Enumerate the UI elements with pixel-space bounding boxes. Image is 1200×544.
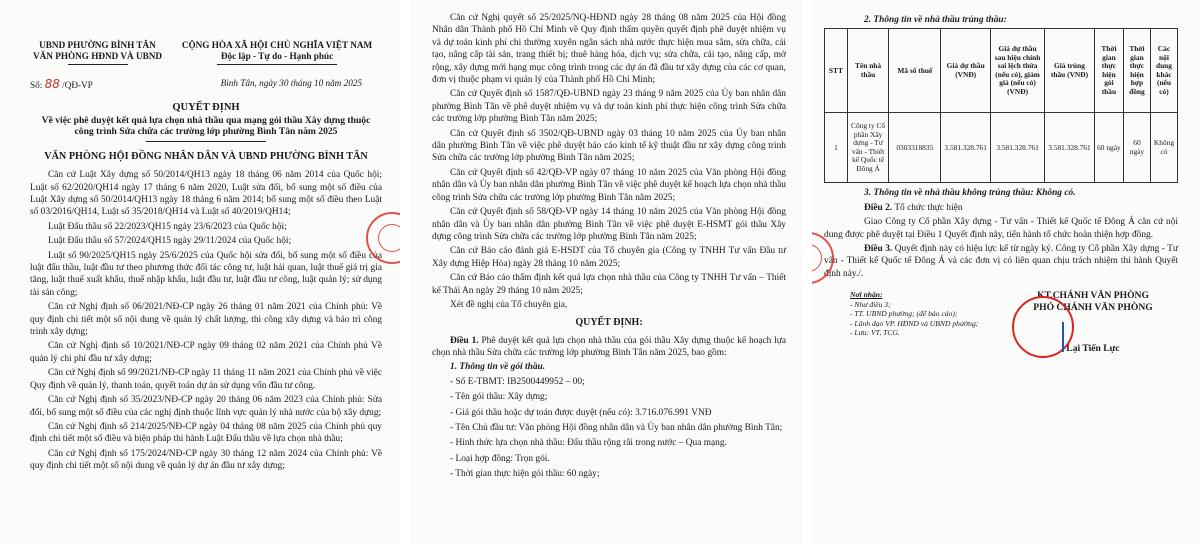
table-header-cell: STT xyxy=(825,29,848,113)
legal-basis-paragraph: Căn cứ Nghị định số 10/2021/NĐ-CP ngày 09 tháng 02 năm 2021 của Chính phủ Về quản lý chi phí đầu tư xây dựng; xyxy=(30,341,382,364)
signature-title-1: KT.CHÁNH VĂN PHÒNG xyxy=(1037,290,1149,302)
recipient-item: - Lưu: VT, TCG. xyxy=(850,328,900,338)
table-header-cell: Giá trúng thầu (VNĐ) xyxy=(1045,29,1095,113)
package-info-item: - Thời gian thực hiện gói thầu: 60 ngày; xyxy=(450,469,600,480)
legal-basis-paragraph: Luật Đấu thầu số 57/2024/QH15 ngày 29/11/2024 của Quốc hội; xyxy=(48,236,292,247)
winning-contractor-heading: 2. Thông tin về nhà thầu trúng thầu: xyxy=(864,15,1007,25)
losing-contractor-heading: 3. Thông tin về nhà thầu không trúng thầu: Không có. xyxy=(864,188,1076,199)
legal-basis-paragraph: Căn cứ Nghị định số 175/2024/NĐ-CP ngày 30 tháng 12 năm 2024 của Chính phủ: Về quy định chi tiết một số nội dung về quản lý dự án đầu tư xây dựng; xyxy=(30,448,382,472)
issuing-agency-block xyxy=(30,40,165,71)
package-info-item: - Tên gói thầu: Xây dựng; xyxy=(450,392,548,403)
table-cell: 0303318835 xyxy=(889,113,941,183)
legal-basis-paragraph: Luật Đấu thầu số 22/2023/QH15 ngày 23/6/2023 của Quốc hội; xyxy=(48,221,287,232)
legal-basis-paragraph: Căn cứ Báo cáo thẩm định kết quả lựa chọn nhà thầu của Công ty TNHH Tư vấn – Thiết kế Thái An ngày 29 tháng 10 năm 2025; xyxy=(432,273,786,296)
article-2-text: Giao Công ty Cổ phần Xây dựng - Tư vấn - Thiết kế Quốc tế Đông Á căn cứ nội dung được phê duyệt tại Điều 1 Quyết định này, tiến hành tổ chức hoàn thiện hợp đồng. xyxy=(824,217,1178,240)
issuing-authority-heading: VĂN PHÒNG HỘI ĐỒNG NHÂN DÂN VÀ UBND PHƯỜNG BÌNH TÂN xyxy=(44,150,368,162)
table-cell: 60 ngày xyxy=(1123,113,1150,183)
article-1-text: Phê duyệt kết quả lựa chọn nhà thầu của gói thầu Xây dựng thuộc kế hoạch lựa chọn nhà thầu Sửa chữa các trường lớp phường Bình Tân năm 2025, bao gồm: xyxy=(432,335,787,358)
subtitle-divider xyxy=(146,141,266,142)
table-cell: 60 ngày xyxy=(1094,113,1123,183)
legal-basis-paragraph: Căn cứ Quyết định số 3502/QĐ-UBND ngày 03 tháng 10 năm 2025 của Ủy ban nhân dân phường Bình Tân về việc phê duyệt báo cáo kinh tế kỹ thuật đầu tư xây dựng công trình Sửa chữa các trường lớp phường Bình Tân năm 2025; xyxy=(432,128,786,164)
recipient-item: - Như điều 3; xyxy=(850,299,891,309)
decision-subtitle-line-2: công trình Sửa chữa các trường lớp phường Bình Tân năm 2025 xyxy=(74,126,338,138)
legal-basis-paragraph: Căn cứ Nghị định số 214/2025/NĐ-CP ngày 04 tháng 08 năm 2025 của Chính phủ quy định chi tiết một số điều và biện pháp thi hành Luật Đấu thầu về lựa chọn nhà thầu; xyxy=(30,421,382,445)
table-header-cell: Mã số thuế xyxy=(889,29,941,113)
table-header-row xyxy=(825,29,1178,113)
place-and-date: Bình Tân, ngày 30 tháng 10 năm 2025 xyxy=(220,78,362,89)
recipients-heading: Nơi nhận: xyxy=(850,290,883,300)
legal-basis-paragraph: Căn cứ Nghị quyết số 25/2025/NQ-HĐND ngày 28 tháng 08 năm 2025 của Hội đồng Nhân dân Thành phố Hồ Chí Minh về Quy định thẩm quyền quyết định phê duyệt nhiệm vụ và dự toán kinh phí chi thường xuyên ngân sách nhà nước thực hiện mua sắm, sửa chữa, cải tạo, nâng cấp tài sản, trang thiết bị; thuê hàng hóa, dịch vụ; sửa chữa, cải tạo, nâng cấp, mở rộng, xây dựng mới hạng mục công trình trong các dự án đã đầu tư xây dựng của các cơ quan, đơn vị thuộc phạm vi quản lý của Thành phố Hồ Chí Minh; xyxy=(432,13,786,86)
package-info-item: - Số E-TBMT: IB2500449952 – 00; xyxy=(450,376,585,387)
package-info-list xyxy=(432,376,786,481)
signature-title-2: PHÓ CHÁNH VĂN PHÒNG xyxy=(1033,301,1153,313)
article-3-text: Quyết định này có hiệu lực kể từ ngày ký. Công ty Cổ phần Xây dựng - Tư vấn - Thiết kế Quốc tế Đông Á và các đơn vị có liên quan chịu trách nhiệm thi hành Quyết định này./. xyxy=(824,244,1179,279)
table-cell: 3.581.328.761 xyxy=(991,113,1045,183)
page-gap xyxy=(400,0,410,544)
table-header-cell: Tên nhà thầu xyxy=(847,29,889,113)
header-divider xyxy=(68,64,128,65)
article-2-label: Điều 2. xyxy=(864,202,893,213)
table-header-cell: Giá dự thầu sau hiệu chỉnh sai lệch thừa (nếu có), giảm giá (nếu có) (VNĐ) xyxy=(991,29,1045,113)
document-number-value: 88 xyxy=(44,77,60,92)
legal-basis-paragraph: Căn cứ Nghị định số 35/2023/NĐ-CP ngày 20 tháng 06 năm 2023 của Chính phủ: Sửa đổi, bổ sung một số điều của các nghị định thuộc lĩnh vực quản lý nhà nước của bộ xây dựng; xyxy=(30,395,382,418)
table-cell: Không có xyxy=(1150,113,1177,183)
package-info-item: - Giá gói thầu hoặc dự toán được duyệt (nếu có): 3.716.076.991 VNĐ xyxy=(450,407,712,418)
page-gap xyxy=(802,0,812,544)
legal-basis-list xyxy=(30,169,382,472)
table-cell: Công ty Cổ phần Xây dựng - Tư vấn - Thiết kế Quốc tế Đông Á xyxy=(847,113,889,183)
issuing-agency-parent: UBND PHƯỜNG BÌNH TÂN xyxy=(39,40,156,50)
article-1 xyxy=(432,335,786,360)
document-page-1 xyxy=(0,0,400,544)
table-header-cell: Thời gian thực hiện hợp đồng xyxy=(1123,29,1150,113)
decision-heading: QUYẾT ĐỊNH: xyxy=(575,317,643,329)
package-info-heading: 1. Thông tin về gói thầu. xyxy=(450,362,546,373)
table-header-cell: Các nội dung khác (nếu có) xyxy=(1150,29,1177,113)
national-title: CỘNG HÒA XÃ HỘI CHỦ NGHĨA VIỆT NAM xyxy=(181,40,373,50)
legal-basis-paragraph: Căn cứ Quyết định số 58/QĐ-VP ngày 14 tháng 10 năm 2025 của Văn phòng Hội đồng nhân dân và Ủy ban nhân dân phường Bình Tân về việc phê duyệt E-HSMT gói thầu Xây dựng công trình Sửa chữa các trường lớp phường Bình Tân năm 2025; xyxy=(432,207,786,242)
recipient-item: - Lãnh đạo VP. HĐND và UBND phường; xyxy=(850,318,979,328)
recipient-item: - TT. UBND phường; (để báo cáo); xyxy=(850,309,958,319)
legal-basis-paragraph: Căn cứ Quyết định số 42/QĐ-VP ngày 07 tháng 10 năm 2025 của Văn phòng Hội đồng nhân dân và Ủy ban nhân dân phường Bình Tân về việc phê duyệt kế hoạch lựa chọn nhà thầu công trình Sửa chữa các trường lớp phường Bình Tân năm 2025; xyxy=(432,167,786,203)
document-number xyxy=(30,77,93,93)
document-number-suffix: /QĐ-VP xyxy=(62,80,93,91)
package-info-item: - Hình thức lựa chọn nhà thầu: Đấu thầu rộng rãi trong nước – Qua mạng. xyxy=(450,438,727,449)
legal-basis-paragraph: Căn cứ Luật Xây dựng số 50/2014/QH13 ngày 18 tháng 06 năm 2014 của Quốc hội; Luật số 62/2020/QH14 ngày 17 tháng 6 năm 2020, Luật sửa đổi, bổ sung một số điều của Luật Xây dựng số 50/2014/QH13 ngày 18 tháng 6 năm 2014; bổ sung một số điều theo Luật số 03/2016/QH14, Luật số 35/2018/QH14 và Luật số 40/2019/QH14; xyxy=(30,170,382,218)
table-cell: 3.581.328.761 xyxy=(1045,113,1095,183)
national-title-block xyxy=(172,40,382,71)
package-info-item: - Loại hợp đồng: Trọn gói. xyxy=(450,453,550,464)
decision-title: QUYẾT ĐỊNH xyxy=(172,101,240,113)
table-header-cell: Giá dự thầu (VNĐ) xyxy=(941,29,991,113)
article-3-label: Điều 3. xyxy=(864,244,893,255)
table-header-cell: Thời gian thực hiện gói thầu xyxy=(1094,29,1123,113)
document-header xyxy=(30,40,382,71)
article-2-title: Tổ chức thực hiện xyxy=(894,202,963,213)
package-info-item: - Tên Chủ đầu tư: Văn phòng Hội đồng nhân dân và Ủy ban nhân dân phường Bình Tân; xyxy=(450,422,783,433)
recipients-block xyxy=(824,290,994,356)
document-page-3 xyxy=(812,0,1200,544)
issuing-agency-name: VĂN PHÒNG HĐND VÀ UBND xyxy=(33,51,162,62)
table-row xyxy=(825,113,1178,183)
article-2-heading xyxy=(824,202,1178,214)
document-page-2 xyxy=(410,0,802,544)
document-number-line xyxy=(30,77,382,93)
legal-basis-paragraph: Luật số 90/2025/QH15 ngày 25/6/2025 của Quốc hội sửa đổi, bổ sung một số điều của luật đấu thầu, luật đầu tư theo phương thức đối tác công tư, luật hải quan, luật thuế giá trị gia tăng, luật thuế xuất khẩu, thuế nhập khẩu, luật đầu tư, luật đầu tư công, luật quản lý; sử dụng tài sản công; xyxy=(30,250,382,298)
signer-name: Lại Tiến Lực xyxy=(1066,343,1120,355)
legal-basis-paragraph: Căn cứ Báo cáo đánh giá E-HSDT của Tổ chuyên gia (Công ty TNHH Tư vấn Đầu tư Xây dựng Hiệp Hòa) ngày 28 tháng 10 năm 2025; xyxy=(432,246,786,269)
article-3 xyxy=(824,243,1178,280)
legal-basis-paragraph: Căn cứ Quyết định số 1587/QĐ-UBND ngày 23 tháng 9 năm 2025 của Ủy ban nhân dân phường Bình Tân về phê duyệt nhiệm vụ và dự toán kinh phí thực hiện công trình Sửa chữa các trường lớp phường Bình Tân năm 2025; xyxy=(432,89,786,125)
digital-signature-icon xyxy=(1062,322,1132,352)
winning-contractor-table xyxy=(824,28,1178,183)
article-1-label: Điều 1. xyxy=(450,335,479,346)
document-number-label: Số: xyxy=(30,80,43,91)
motto-divider xyxy=(217,64,337,65)
legal-basis-paragraph: Xét đề nghị của Tổ chuyên gia, xyxy=(450,299,568,310)
legal-basis-continued xyxy=(432,12,786,311)
table-cell: 1 xyxy=(825,113,848,183)
decision-subtitle-line-1: Về việc phê duyệt kết quả lựa chọn nhà thầu qua mạng gói thầu Xây dựng thuộc xyxy=(41,114,371,126)
national-motto: Độc lập - Tự do - Hạnh phúc xyxy=(220,51,334,62)
legal-basis-paragraph: Căn cứ Nghị định số 99/2021/NĐ-CP ngày 11 tháng 11 năm 2021 của Chính phủ về việc Quy định về quản lý, thanh toán, quyết toán dự án sử dụng vốn đầu tư công. xyxy=(30,368,382,391)
table-cell: 3.581.328.761 xyxy=(941,113,991,183)
legal-basis-paragraph: Căn cứ Nghị định số 06/2021/NĐ-CP ngày 26 tháng 01 năm 2021 của Chính phủ: Về quy định chi tiết một số nội dung về quản lý chất lượng, thi công xây dựng và bảo trì công trình xây dựng; xyxy=(30,302,382,338)
